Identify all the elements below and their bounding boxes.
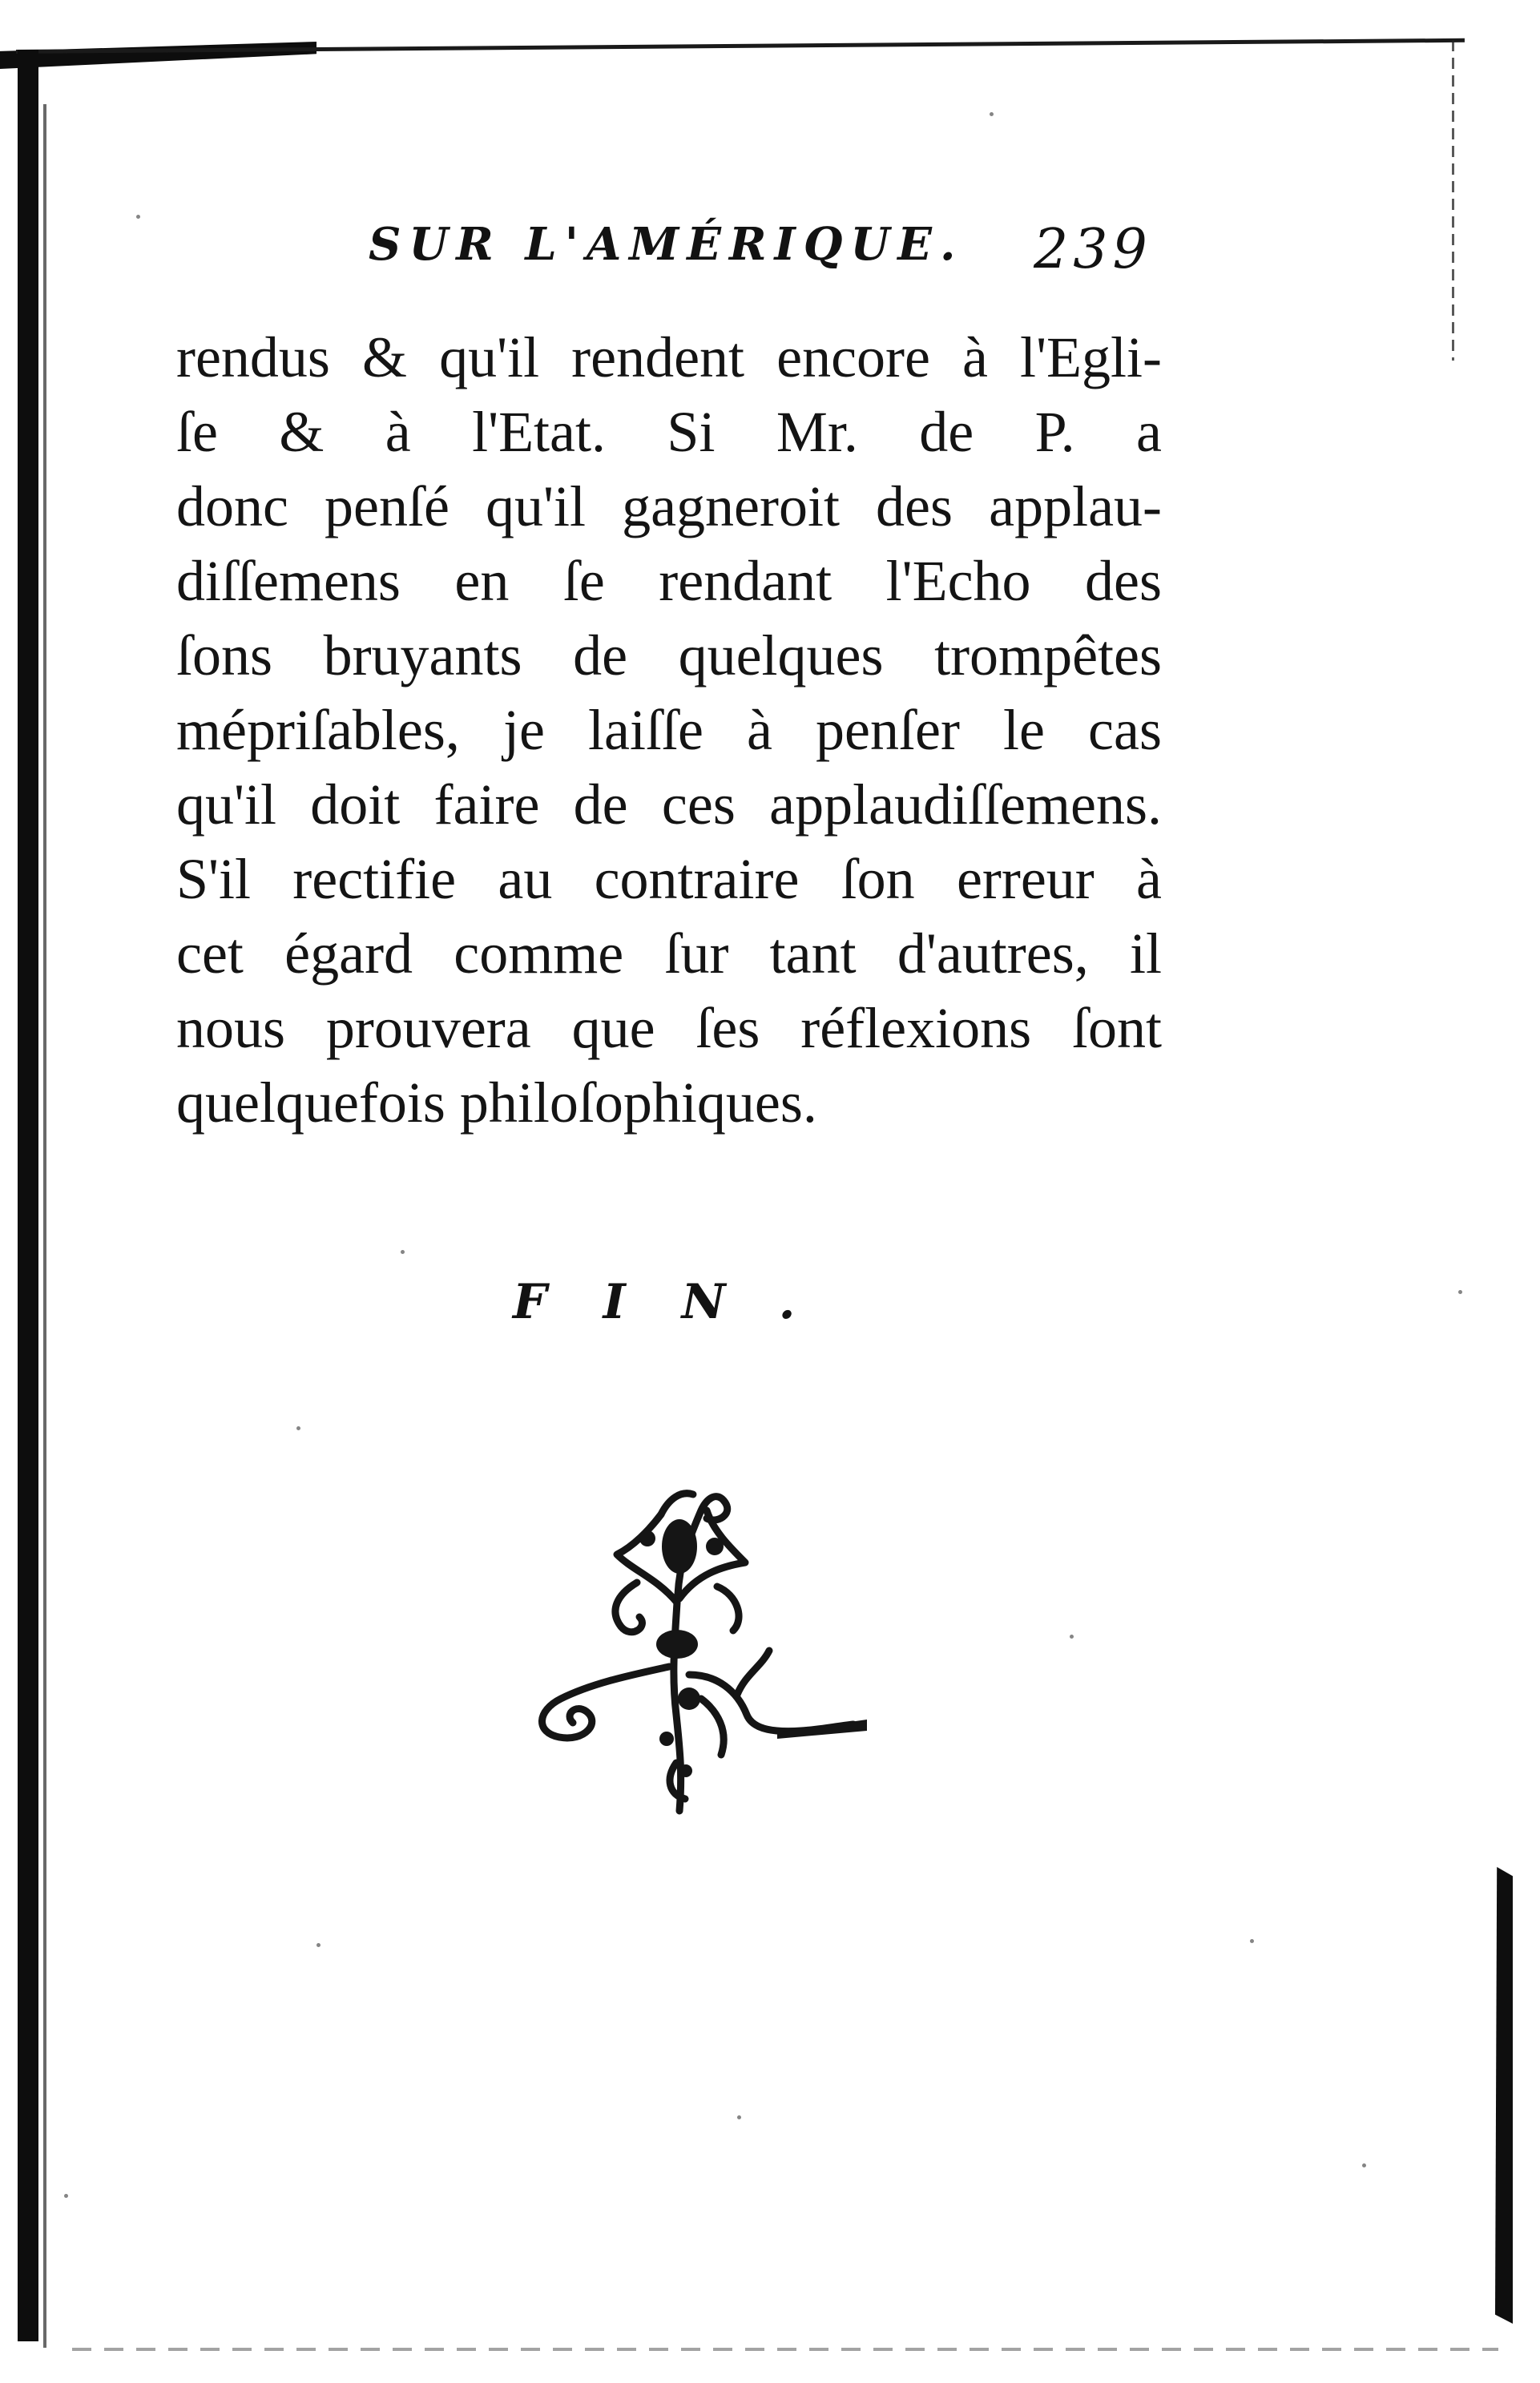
text-line: ſe & à l'Etat. Si Mr. de P. a [176,400,1162,464]
fin-heading: FIN. [513,1274,852,1330]
scan-edge-left [18,50,38,2341]
scan-edge-left-inner [43,104,46,2348]
text-line: donc penſé qu'il gagneroit des applau- [176,474,1162,538]
scan-speck [316,1943,320,1947]
scan-speck [1070,1635,1074,1639]
text-line: S'il rectifie au contraire ſon erreur à [176,847,1162,911]
scan-edge-top-wedge [0,42,316,69]
scan-edge-bottom [72,2348,1498,2351]
text-line: rendus & qu'il rendent encore à l'Egli- [176,325,1162,389]
text-line: ſons bruyants de quelques trompêtes [176,623,1162,687]
page-number: 239 [1034,218,1152,281]
text-line: qu'il doit faire de ces applaudiſſemens. [176,772,1162,837]
scan-edge-right-lower [1495,1867,1513,2324]
scan-edge-right-upper [1452,40,1454,361]
text-line: cet égard comme ſur tant d'autres, il [176,921,1162,986]
running-head-title: SUR L'AMÉRIQUE. [369,218,964,271]
fleuron-ornament-icon [497,1434,881,1835]
scan-speck [1362,2163,1366,2167]
text-line: mépriſables, je laiſſe à penſer le cas [176,698,1162,762]
text-line: quelquefois philoſophiques. [176,1071,817,1135]
text-line: diſſemens en ſe rendant l'Echo des [176,549,1162,613]
scan-speck [990,112,994,116]
scan-speck [401,1250,405,1254]
body-text [176,321,1162,1140]
scan-speck [1250,1939,1254,1943]
scan-speck [296,1426,300,1430]
scan-speck [737,2115,741,2119]
text-line: nous prouvera que ſes réflexions ſont [176,996,1162,1060]
scan-speck [136,215,140,219]
running-head [337,218,1162,290]
scan-speck [1458,1290,1462,1294]
scan-speck [64,2194,68,2198]
